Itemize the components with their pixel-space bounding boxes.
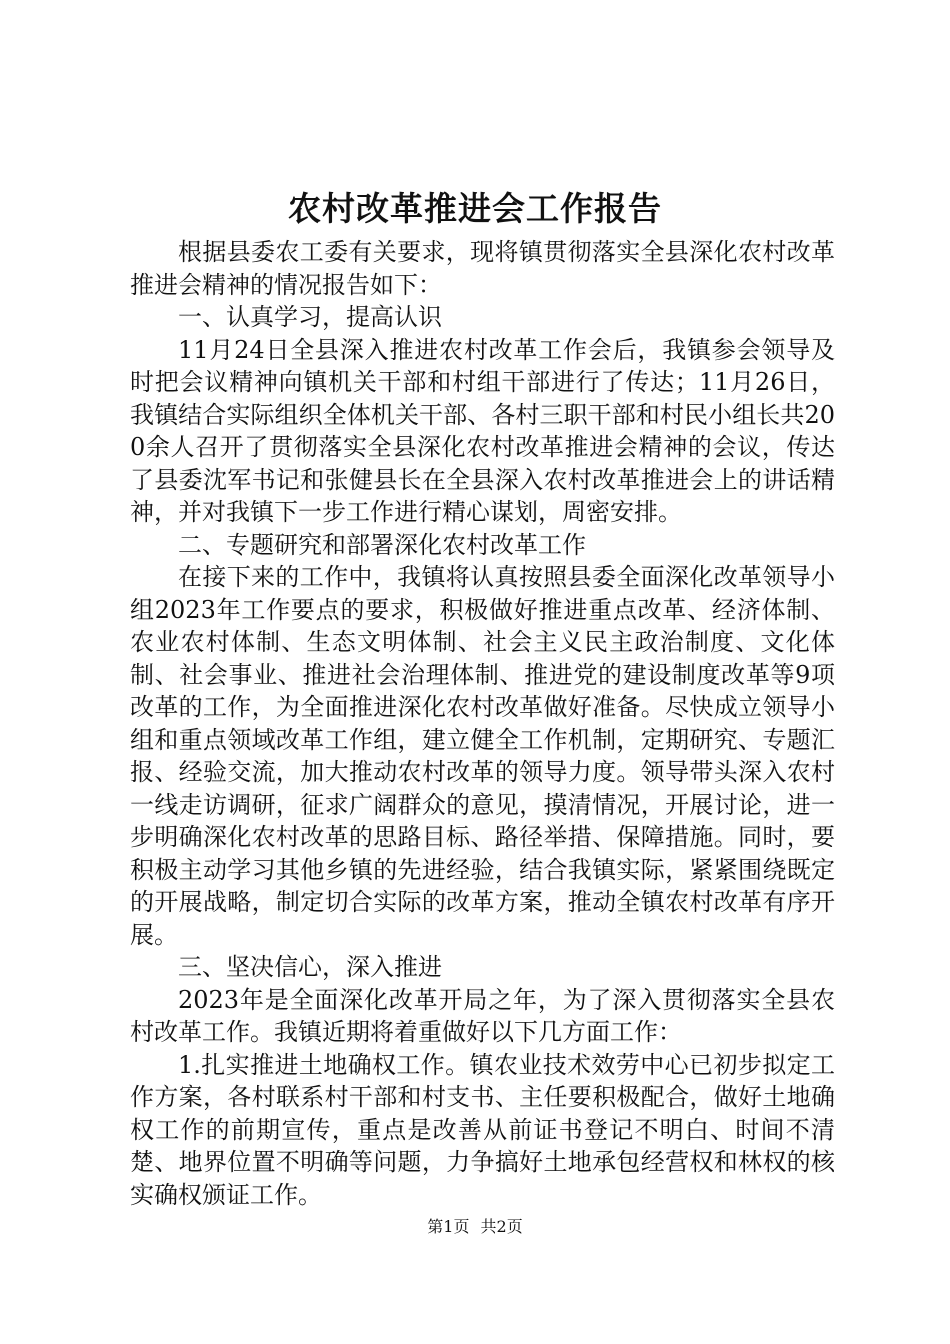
section-2-paragraph: 在接下来的工作中，我镇将认真按照县委全面深化改革领导小组2023年工作要点的要求，积极做好推进重点改革、经济体制、农业农村体制、生态文明体制、社会主义民主政治制度、文化体制、社会事业、推进社会治理体制、推进党的建设制度改革等9项改革的工作，为全面推进深化农村改革做好准备。尽快成立领导小组和重点领域改革工作组，建立健全工作机制，定期研究、专题汇报、经验交流，加大推动农村改革的领导力度。领导带头深入农村一线走访调研，征求广阔群众的意见，摸清情况，开展讨论，进一步明确深化农村改革的思路目标、路径举措、保障措施。同时，要积极主动学习其他乡镇的先进经验，结合我镇实际，紧紧围绕既定的开展战略，制定切合实际的改革方案，推动全镇农村改革有序开展。 xyxy=(130,563,835,949)
section-heading-2: 二、专题研究和部署深化农村改革工作 xyxy=(178,530,586,559)
document-title: 农村改革推进会工作报告 xyxy=(288,189,662,228)
section-3-item-1: 1.扎实推进土地确权工作。镇农业技术效劳中心已初步拟定工作方案，各村联系村干部和村支书、主任要积极配合，做好土地确权工作的前期宣传，重点是改善从前证书登记不明白、时间不清楚、地界位置不明确等问题，力争搞好土地承包经营权和林权的核实确权颁证工作。 xyxy=(130,1050,835,1209)
document-body xyxy=(130,236,835,1211)
section-3-paragraph: 2023年是全面深化改革开局之年，为了深入贯彻落实全县农村改革工作。我镇近期将着重做好以下几方面工作： xyxy=(130,985,835,1046)
page-number-footer: 第1页 共2页 xyxy=(427,1217,523,1236)
section-heading-3: 三、坚决信心，深入推进 xyxy=(178,953,442,981)
intro-paragraph: 根据县委农工委有关要求，现将镇贯彻落实全县深化农村改革推进会精神的情况报告如下： xyxy=(130,238,835,299)
section-1-paragraph: 11月24日全县深入推进农村改革工作会后，我镇参会领导及时把会议精神向镇机关干部和村组干部进行了传达；11月26日，我镇结合实际组织全体机关干部、各村三职干部和村民小组长共200余人召开了贯彻落实全县深化农村改革推进会精神的会议，传达了县委沈军书记和张健县长在全县深入农村改革推进会上的讲话精神，并对我镇下一步工作进行精心谋划，周密安排。 xyxy=(130,335,835,526)
section-heading-1: 一、认真学习，提高认识 xyxy=(178,303,442,331)
